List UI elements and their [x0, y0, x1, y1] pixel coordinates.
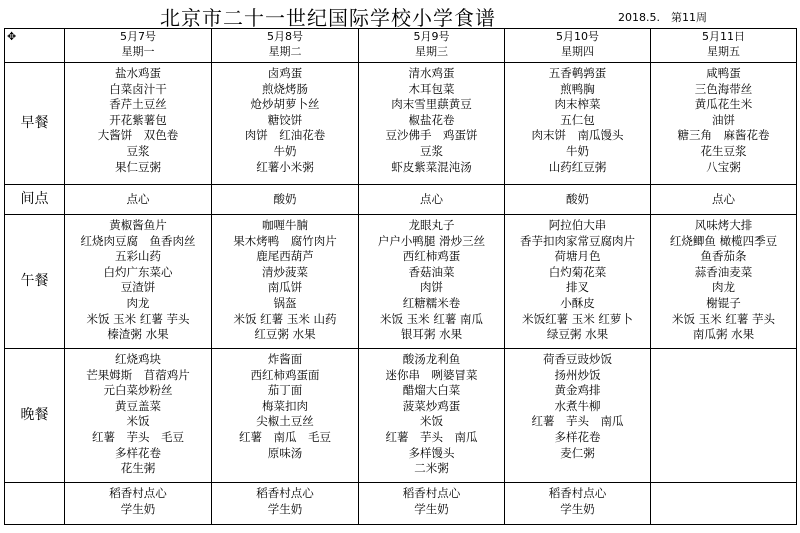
menu-item: 咸鸭蛋 [706, 66, 741, 80]
menu-item: 尖椒土豆丝 [256, 414, 314, 429]
menu-item: 酸汤龙利鱼 [402, 352, 461, 366]
menu-item: 户户小鸭腿 滑炒三丝 [377, 233, 486, 248]
menu-item: 学生奶 [414, 501, 449, 516]
menu-item: 红薯 芋头 南瓜 [385, 429, 478, 444]
menu-cell [651, 215, 797, 349]
menu-item: 荷塘月色 [554, 249, 601, 264]
menu-cell [212, 63, 359, 185]
menu-item: 银耳粥 水果 [400, 327, 463, 342]
day-date: 5月11日 [702, 30, 745, 43]
breakfast-row [5, 63, 797, 185]
day-header [651, 29, 797, 63]
menu-item: 原味汤 [267, 445, 303, 460]
menu-item: 盐水鸡蛋 [115, 66, 161, 80]
menu-item: 红烧肉豆腐 鱼香肉丝 [80, 233, 196, 248]
menu-cell [651, 483, 797, 525]
menu-item: 肉饼 [420, 280, 443, 295]
menu-item: 三色海带丝 [694, 81, 753, 96]
menu-item: 梅菜扣肉 [262, 398, 308, 413]
menu-item: 南瓜饼 [267, 280, 303, 295]
menu-cell [359, 215, 505, 349]
menu-item: 迷你串 咧婆冒菜 [385, 367, 478, 382]
menu-item: 红薯小米粥 [256, 159, 314, 174]
day-weekday: 星期一 [121, 45, 155, 58]
menu-table [4, 28, 797, 525]
menu-item: 龙眼丸子 [408, 218, 455, 232]
menu-item: 豆浆 [126, 143, 150, 158]
menu-item: 米饭 红薯 玉米 山药 [233, 311, 337, 326]
menu-item: 榭锟子 [706, 295, 741, 310]
menu-item: 菠菜炒鸡蛋 [402, 398, 461, 413]
snack-cell: 点心 [651, 185, 797, 215]
menu-item: 油饼 [712, 112, 735, 127]
menu-item: 米饭 玉米 红薯 芋头 [86, 311, 190, 326]
menu-item: 咖喱牛腩 [262, 218, 308, 232]
menu-item: 元白菜炒粉丝 [103, 383, 173, 398]
menu-item: 果仁豆粥 [115, 159, 161, 174]
menu-item: 黄瓜花生米 [694, 97, 753, 112]
lunch-row [5, 215, 797, 349]
menu-item: 学生奶 [560, 501, 595, 516]
snack-cell: 点心 [65, 185, 212, 215]
menu-item: 八宝粥 [706, 159, 741, 174]
menu-item: 五彩山药 [115, 249, 161, 264]
day-header [65, 29, 212, 63]
menu-item: 稻香村点心 [402, 486, 461, 500]
menu-item: 红薯 南瓜 毛豆 [239, 429, 331, 444]
menu-item: 醋熘大白菜 [402, 383, 461, 398]
menu-item: 蒜香油麦菜 [694, 264, 753, 279]
menu-cell [651, 349, 797, 483]
menu-item: 肉末榨菜 [554, 97, 601, 112]
page-title: 北京市二十一世纪国际学校小学食谱 [160, 6, 496, 30]
menu-cell [65, 63, 212, 185]
menu-item: 米饭红薯 玉米 红萝卜 [522, 311, 633, 326]
menu-item: 黄椒酱鱼片 [109, 218, 167, 232]
menu-item: 大酱饼 双色卷 [97, 128, 179, 143]
snack-cell: 酸奶 [212, 185, 359, 215]
menu-item: 黄金鸡排 [554, 383, 601, 398]
menu-item: 多样花卷 [554, 429, 601, 444]
menu-cell [505, 349, 651, 483]
menu-item: 肉末饼 南瓜馒头 [531, 128, 624, 143]
menu-item: 红烧鸡块 [115, 352, 161, 366]
menu-item: 稻香村点心 [256, 486, 314, 500]
menu-item: 香芹土豆丝 [109, 97, 167, 112]
menu-item: 肉末雪里蕻黄豆 [391, 97, 472, 112]
menu-item: 炝炒胡萝卜丝 [250, 97, 320, 112]
menu-item: 肉龙 [712, 280, 735, 295]
menu-item: 稻香村点心 [548, 486, 607, 500]
day-header [359, 29, 505, 63]
menu-item: 糖三角 麻酱花卷 [677, 128, 770, 143]
menu-item: 肉饼 红油花卷 [244, 128, 326, 143]
menu-item: 米饭 玉米 红薯 南瓜 [380, 311, 483, 326]
menu-item: 果木烤鸭 腐竹肉片 [233, 233, 337, 248]
menu-item: 风味烤大排 [694, 218, 753, 232]
meal-label-snack: 间点 [5, 185, 65, 215]
menu-item: 二米粥 [414, 461, 449, 476]
menu-item: 西红柿鸡蛋面 [250, 367, 320, 382]
menu-item: 扬州炒饭 [554, 367, 601, 382]
menu-item: 多样花卷 [115, 445, 161, 460]
menu-item: 锅盔 [273, 295, 297, 310]
menu-item: 南瓜粥 水果 [692, 327, 755, 342]
menu-item: 多样馒头 [408, 445, 455, 460]
menu-item: 白灼菊花菜 [548, 264, 607, 279]
meal-label-breakfast: 早餐 [5, 63, 65, 185]
menu-cell [65, 483, 212, 525]
snack-row [5, 185, 797, 215]
menu-cell [505, 63, 651, 185]
menu-item: 米饭 玉米 红薯 芋头 [672, 311, 775, 326]
menu-item: 白菜卤汁干 [109, 81, 167, 96]
menu-item: 肉龙 [126, 295, 150, 310]
menu-item: 香芋扣肉家常豆腐肉片 [520, 233, 635, 248]
menu-item: 绿豆粥 水果 [546, 327, 609, 342]
day-date: 5月9号 [413, 30, 450, 43]
menu-item: 茄丁面 [267, 383, 303, 398]
menu-item: 清水鸡蛋 [408, 66, 455, 80]
menu-item: 学生奶 [267, 501, 303, 516]
corner-mark: ✥ [5, 29, 65, 63]
day-date: 5月8号 [267, 30, 303, 43]
menu-item: 卤鸡蛋 [267, 66, 303, 80]
day-weekday: 星期三 [415, 45, 448, 58]
dinner-row [5, 349, 797, 483]
menu-item: 虾皮紫菜混沌汤 [391, 159, 472, 174]
menu-cell [212, 349, 359, 483]
day-header [212, 29, 359, 63]
menu-cell [359, 63, 505, 185]
menu-item: 红豆粥 水果 [254, 327, 316, 342]
menu-item: 白灼广东菜心 [103, 264, 173, 279]
day-date: 5月10号 [556, 30, 599, 43]
menu-item: 米饭 [420, 414, 443, 429]
menu-item: 鱼香茄条 [700, 249, 747, 264]
meal-label-lunch: 午餐 [5, 215, 65, 349]
menu-item: 木耳包菜 [408, 81, 455, 96]
menu-item: 花生豆浆 [700, 143, 747, 158]
menu-item: 黄豆盖菜 [115, 398, 161, 413]
evening-snack-row [5, 483, 797, 525]
menu-item: 开花紫薯包 [109, 112, 167, 127]
menu-cell [359, 349, 505, 483]
menu-item: 红糖糯米卷 [402, 295, 461, 310]
menu-item: 麦仁粥 [560, 445, 595, 460]
menu-cell [65, 349, 212, 483]
menu-item: 椒盐花卷 [408, 112, 455, 127]
menu-item: 豆沙佛手 鸡蛋饼 [385, 128, 478, 143]
menu-item: 学生奶 [120, 501, 156, 516]
menu-item: 豆渣饼 [120, 280, 156, 295]
day-header [505, 29, 651, 63]
menu-cell [359, 483, 505, 525]
menu-item: 牛奶 [273, 143, 297, 158]
menu-item: 红薯 芋头 南瓜 [531, 414, 624, 429]
menu-item: 山药红豆粥 [548, 159, 607, 174]
menu-item: 榛渣粥 水果 [107, 327, 169, 342]
menu-cell [212, 483, 359, 525]
menu-item: 煎烧烤肠 [262, 81, 308, 96]
menu-item: 鹿尾西葫芦 [256, 249, 314, 264]
menu-item: 香菇油菜 [408, 264, 455, 279]
menu-item: 豆浆 [420, 143, 443, 158]
day-weekday: 星期四 [561, 45, 594, 58]
menu-item: 煎鸭胸 [560, 81, 595, 96]
menu-item: 阿拉伯大串 [548, 218, 607, 232]
week-date: 2018.5. 第11周 [618, 11, 707, 24]
snack-cell: 点心 [359, 185, 505, 215]
menu-item: 牛奶 [566, 143, 589, 158]
menu-item: 芒果姆斯 苜蓿鸡片 [86, 367, 190, 382]
menu-item: 小酥皮 [560, 295, 595, 310]
menu-item: 炸酱面 [267, 352, 303, 366]
menu-item: 荷香豆豉炒饭 [543, 352, 612, 366]
menu-item: 花生粥 [120, 461, 156, 476]
meal-label-dinner: 晚餐 [5, 349, 65, 483]
menu-item: 排叉 [566, 280, 589, 295]
menu-item: 西红柿鸡蛋 [402, 249, 461, 264]
menu-cell [505, 215, 651, 349]
menu-item: 清炒菠菜 [262, 264, 308, 279]
menu-cell [212, 215, 359, 349]
menu-item: 红烧鲫鱼 橄榄四季豆 [669, 233, 778, 248]
menu-cell [505, 483, 651, 525]
evening-snack-label [5, 483, 65, 525]
menu-item: 糖饺饼 [267, 112, 303, 127]
day-weekday: 星期二 [268, 45, 302, 58]
menu-item: 水煮牛柳 [554, 398, 601, 413]
menu-item: 五香鹌鹑蛋 [548, 66, 607, 80]
menu-cell [651, 63, 797, 185]
menu-item: 稻香村点心 [109, 486, 167, 500]
snack-cell: 酸奶 [505, 185, 651, 215]
menu-item: 米饭 [126, 414, 150, 429]
day-weekday: 星期五 [707, 45, 740, 58]
menu-cell [65, 215, 212, 349]
day-header-row [5, 29, 797, 63]
day-date: 5月7号 [120, 30, 156, 43]
menu-item: 五仁包 [560, 112, 595, 127]
menu-item: 红薯 芋头 毛豆 [92, 429, 184, 444]
